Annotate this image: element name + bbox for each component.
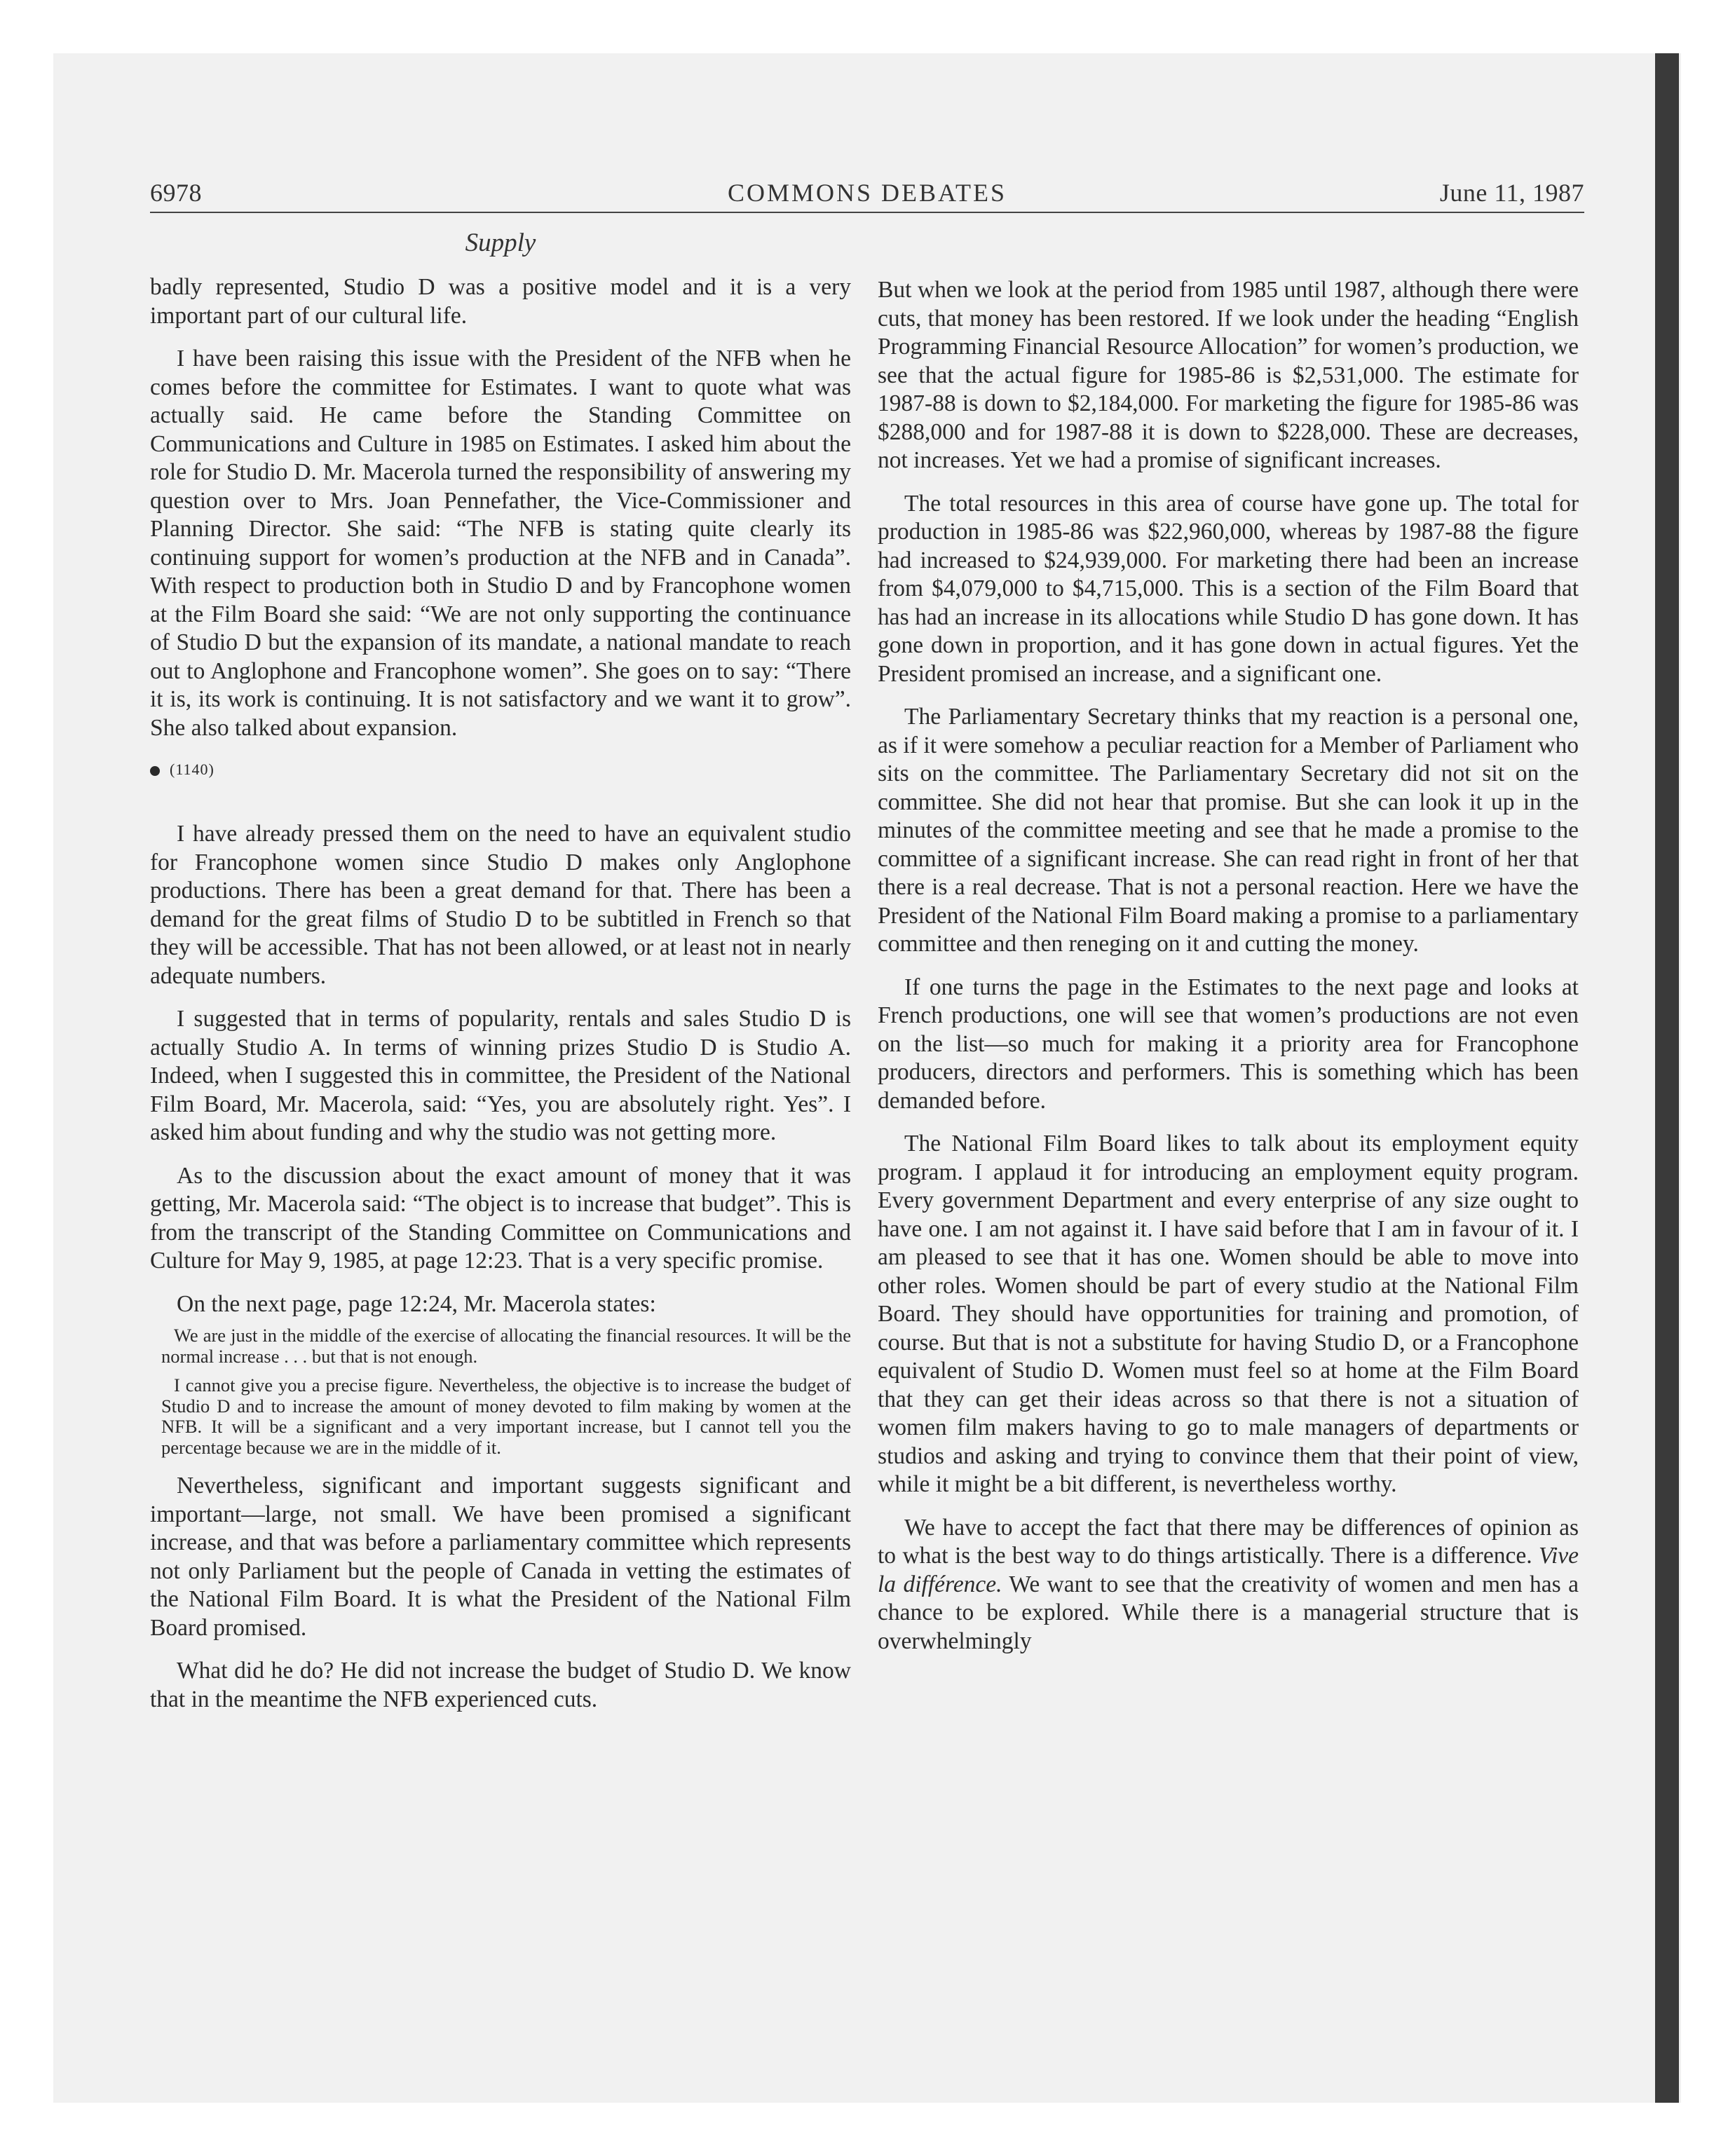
paragraph: I suggested that in terms of popularity, rentals and sales Studio D is actually Studio A. In terms of winning prizes Studio D is Studio A. Indeed, when I suggested this in committee, the President of the National Film Board, Mr. Macerola, said: “Yes, you are absolutely right. Yes”. I asked him about funding and why the studio was not getting more. [150, 1006, 851, 1145]
paragraph: The National Film Board likes to talk about its employment equity program. I applaud it for introducing an employment equity program. Every government Department and every enterprise of any size ought to have one. I am not against it. I have said before that I am in favour of it. I am pleased to see that it has one. Women should be able to move into other roles. Women should be part of every studio at the National Film Board. They should have opportunities for training and promotion, of course. But that is not a substitute for having Studio D, or a Francophone equivalent of Studio D. Women must feel so at home at the Film Board that they can get their ideas across so that there is not a situation of women film makers having to go to male managers of departments or studios and asking and trying to convince them that their point of view, while it might be a bit different, is nevertheless worthy. [878, 1131, 1579, 1497]
scan-edge-shadow [1655, 53, 1679, 2103]
block-quote: I cannot give you a precise figure. Nevertheless, the objective is to increase the budget of Studio D and to increase the amount of money devoted to film making by women at the NFB. It will be a significant and a very important increase, but I cannot tell you the percentage because we are in the middle of it. [161, 1374, 851, 1458]
bullet-icon [150, 766, 160, 776]
paragraph [878, 1514, 1579, 1656]
time-marker [150, 757, 851, 785]
italic-phrase: Vive la différence. [878, 1543, 1579, 1597]
time-marker-text: (1140) [170, 760, 215, 778]
paragraph-text: We have to accept the fact that there may be differences of opinion as to what is the best way to do things artistically. There is a difference. [878, 1514, 1579, 1569]
page-date: June 11, 1987 [1439, 179, 1584, 207]
page-header [150, 178, 1584, 213]
paragraph: badly represented, Studio D was a positive model and it is a very important part of our cultural life. [150, 274, 851, 329]
paragraph: The Parliamentary Secretary thinks that my reaction is a personal one, as if it were somehow a peculiar reaction for a Member of Parliament who sits on the committee. The Parliamentary Secretary did not sit on the committee. She did not hear that promise. But she can look it up in the minutes of the committee meeting and see that he made a promise to the committee of a significant increase. She can read right in front of her that there is a real decrease. That is not a personal reaction. Here we have the President of the National Film Board making a promise to a parliamentary committee and then reneging on it and cutting the money. [878, 704, 1579, 957]
paragraph: I have been raising this issue with the President of the NFB when he comes before the committee for Estimates. I want to quote what was actually said. He came before the Standing Committee on Communications and Culture in 1985 on Estimates. I asked him about the role for Studio D. Mr. Macerola turned the responsibility of answering my question over to Mrs. Joan Pennefather, the Vice-Commissioner and Planning Director. She said: “The NFB is stating quite clearly its continuing support for women’s production at the NFB and in Canada”. With respect to production both in Studio D and by Francophone women at the Film Board she said: “We are not only supporting the continuance of Studio D but the expansion of its mandate, a national mandate to reach out to Anglophone and Francophone women”. She goes on to say: “There it is, its work is continuing. It is not satisfactory and we want it to grow”. She also talked about expansion. [150, 346, 851, 741]
header-rule [150, 212, 1584, 213]
left-column [150, 273, 851, 1728]
paragraph: On the next page, page 12:24, Mr. Macerola states: [177, 1290, 656, 1317]
paragraph-text: We want to see that the creativity of women and men has a chance to be explored. While there is a managerial structure that is overwhelmingly [878, 1571, 1579, 1654]
paragraph: I have already pressed them on the need to have an equivalent studio for Francophone women since Studio D makes only Anglophone productions. There has been a great demand for that. There has been a demand for the great films of Studio D to be subtitled in French so that they will be accessible. That has not been allowed, or at least not in nearly adequate numbers. [150, 821, 851, 989]
page-number: 6978 [150, 179, 202, 207]
paragraph: But when we look at the period from 1985 until 1987, although there were cuts, that money has been restored. If we look under the heading “English Programming Financial Resource Allocation” for women’s production, we see that the actual figure for 1985-86 is $2,531,000. The estimate for 1987-88 is down to $2,184,000. For marketing the figure for 1985-86 was $288,000 and for 1987-88 it is down to $228,000. These are decreases, not increases. Yet we had a promise of significant increases. [878, 277, 1579, 473]
paragraph: The total resources in this area of course have gone up. The total for production in 1985-86 was $22,960,000, whereas by 1987-88 the figure had increased to $24,939,000. For marketing there had been an increase from $4,079,000 to $4,715,000. This is a section of the Film Board that has had an increase in its allocations while Studio D has gone down. It has gone down in proportion, and it has gone down in actual figures. Yet the President promised an increase, and a significant one. [878, 490, 1579, 687]
block-quote: We are just in the middle of the exercise of allocating the financial resources. It will be the normal increase . . . but that is not enough. [161, 1325, 851, 1367]
right-column [878, 276, 1579, 1670]
paragraph: If one turns the page in the Estimates to the next page and looks at French productions, one will see that women’s productions are not even on the list—so much for making it a priority area for Francophone producers, directors and performers. This is something which has been demanded before. [878, 974, 1579, 1114]
paragraph: Nevertheless, significant and important suggests significant and important—large, not small. We have been promised a significant increase, and that was before a parliamentary committee which represents not only Parliament but the people of Canada in vetting the estimates of the National Film Board. It is what the President of the National Film Board promised. [150, 1473, 851, 1641]
running-title: COMMONS DEBATES [727, 179, 1007, 207]
paragraph: As to the discussion about the exact amount of money that it was getting, Mr. Macerola said: “The object is to increase that budget”. This is from the transcript of the Standing Committee on Communications and Culture for May 9, 1985, at page 12:23. That is a very specific promise. [150, 1162, 851, 1274]
section-label: Supply [465, 228, 536, 257]
paragraph: What did he do? He did not increase the budget of Studio D. We know that in the meantime the NFB experienced cuts. [150, 1658, 851, 1712]
